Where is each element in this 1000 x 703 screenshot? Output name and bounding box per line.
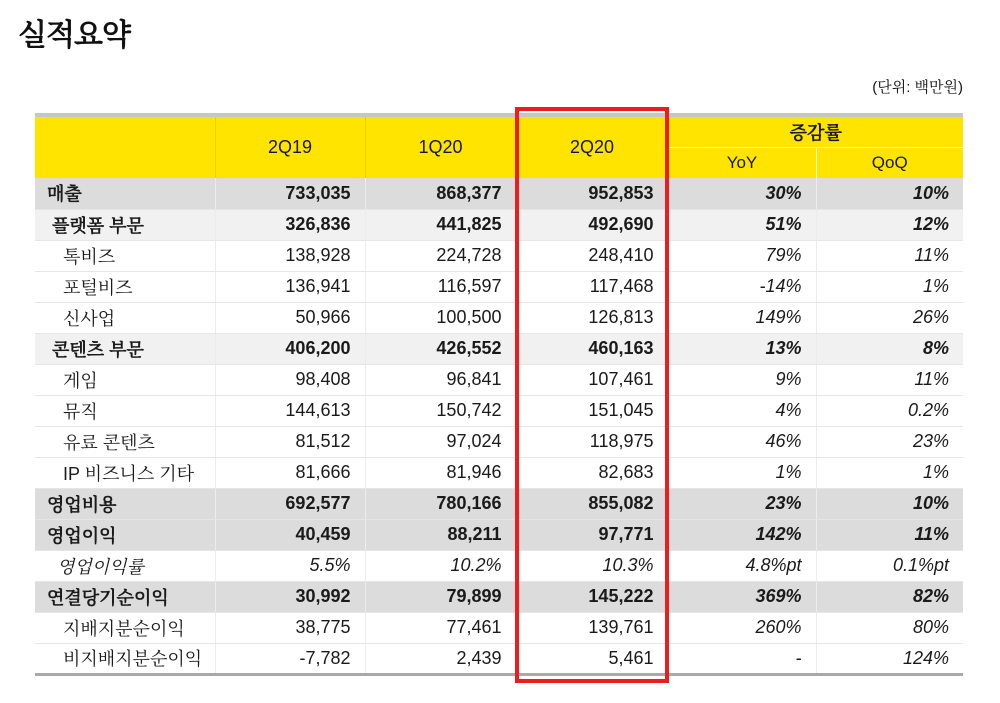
header-qoq: QoQ bbox=[816, 147, 963, 178]
cell-1q20: 441,825 bbox=[365, 209, 516, 240]
cell-2q19: 50,966 bbox=[215, 302, 365, 333]
cell-yoy: 46% bbox=[668, 426, 816, 457]
cell-2q19: 733,035 bbox=[215, 178, 365, 209]
cell-yoy: 13% bbox=[668, 333, 816, 364]
cell-2q19: 81,512 bbox=[215, 426, 365, 457]
row-label: 뮤직 bbox=[35, 395, 215, 426]
table-row bbox=[35, 581, 963, 612]
cell-1q20: 97,024 bbox=[365, 426, 516, 457]
cell-qoq: 124% bbox=[816, 643, 963, 674]
cell-2q20: 151,045 bbox=[516, 395, 668, 426]
cell-2q20: 145,222 bbox=[516, 581, 668, 612]
cell-2q19: 5.5% bbox=[215, 550, 365, 581]
cell-yoy: 149% bbox=[668, 302, 816, 333]
cell-qoq: 80% bbox=[816, 612, 963, 643]
header-change-group: 증감률 bbox=[668, 115, 963, 147]
cell-2q20: 855,082 bbox=[516, 488, 668, 519]
cell-2q19: 144,613 bbox=[215, 395, 365, 426]
cell-yoy: - bbox=[668, 643, 816, 674]
cell-yoy: 4.8%pt bbox=[668, 550, 816, 581]
cell-2q20: 82,683 bbox=[516, 457, 668, 488]
cell-qoq: 11% bbox=[816, 240, 963, 271]
row-label: 플랫폼 부문 bbox=[35, 209, 215, 240]
cell-yoy: 1% bbox=[668, 457, 816, 488]
cell-yoy: 23% bbox=[668, 488, 816, 519]
cell-yoy: 9% bbox=[668, 364, 816, 395]
cell-2q19: 326,836 bbox=[215, 209, 365, 240]
row-label: IP 비즈니스 기타 bbox=[35, 457, 215, 488]
cell-2q20: 126,813 bbox=[516, 302, 668, 333]
cell-yoy: 4% bbox=[668, 395, 816, 426]
cell-2q20: 10.3% bbox=[516, 550, 668, 581]
cell-2q19: 692,577 bbox=[215, 488, 365, 519]
cell-yoy: 51% bbox=[668, 209, 816, 240]
cell-qoq: 12% bbox=[816, 209, 963, 240]
cell-2q20: 118,975 bbox=[516, 426, 668, 457]
cell-yoy: 142% bbox=[668, 519, 816, 550]
cell-yoy: -14% bbox=[668, 271, 816, 302]
row-label: 지배지분순이익 bbox=[35, 612, 215, 643]
table-row bbox=[35, 550, 963, 581]
table-row bbox=[35, 643, 963, 674]
table-row bbox=[35, 519, 963, 550]
cell-1q20: 116,597 bbox=[365, 271, 516, 302]
cell-qoq: 23% bbox=[816, 426, 963, 457]
table-body bbox=[35, 178, 963, 674]
cell-1q20: 100,500 bbox=[365, 302, 516, 333]
row-label: 연결당기순이익 bbox=[35, 581, 215, 612]
cell-2q20: 107,461 bbox=[516, 364, 668, 395]
row-label: 영업이익 bbox=[35, 519, 215, 550]
cell-1q20: 88,211 bbox=[365, 519, 516, 550]
header-2q20: 2Q20 bbox=[516, 115, 668, 178]
cell-1q20: 10.2% bbox=[365, 550, 516, 581]
cell-qoq: 8% bbox=[816, 333, 963, 364]
table-row bbox=[35, 209, 963, 240]
row-label: 톡비즈 bbox=[35, 240, 215, 271]
cell-2q19: 40,459 bbox=[215, 519, 365, 550]
header-2q19: 2Q19 bbox=[215, 115, 365, 178]
cell-2q20: 139,761 bbox=[516, 612, 668, 643]
table-header bbox=[35, 115, 963, 178]
row-label: 비지배지분순이익 bbox=[35, 643, 215, 674]
performance-table bbox=[35, 113, 963, 676]
header-yoy: YoY bbox=[668, 147, 816, 178]
table-row bbox=[35, 240, 963, 271]
cell-qoq: 0.2% bbox=[816, 395, 963, 426]
cell-2q20: 952,853 bbox=[516, 178, 668, 209]
row-label: 유료 콘텐츠 bbox=[35, 426, 215, 457]
cell-1q20: 2,439 bbox=[365, 643, 516, 674]
row-label: 영업이익률 bbox=[35, 550, 215, 581]
performance-table-wrapper bbox=[35, 113, 963, 676]
cell-2q19: 406,200 bbox=[215, 333, 365, 364]
cell-1q20: 79,899 bbox=[365, 581, 516, 612]
table-row bbox=[35, 178, 963, 209]
cell-2q20: 248,410 bbox=[516, 240, 668, 271]
table-row bbox=[35, 333, 963, 364]
cell-qoq: 0.1%pt bbox=[816, 550, 963, 581]
cell-2q20: 460,163 bbox=[516, 333, 668, 364]
cell-qoq: 1% bbox=[816, 457, 963, 488]
table-row bbox=[35, 426, 963, 457]
cell-qoq: 11% bbox=[816, 364, 963, 395]
cell-2q19: 38,775 bbox=[215, 612, 365, 643]
table-row bbox=[35, 488, 963, 519]
row-label: 콘텐츠 부문 bbox=[35, 333, 215, 364]
row-label: 영업비용 bbox=[35, 488, 215, 519]
cell-qoq: 10% bbox=[816, 488, 963, 519]
cell-2q19: -7,782 bbox=[215, 643, 365, 674]
header-1q20: 1Q20 bbox=[365, 115, 516, 178]
cell-qoq: 26% bbox=[816, 302, 963, 333]
cell-yoy: 260% bbox=[668, 612, 816, 643]
header-label-cell bbox=[35, 115, 215, 178]
cell-2q20: 97,771 bbox=[516, 519, 668, 550]
cell-1q20: 77,461 bbox=[365, 612, 516, 643]
cell-qoq: 1% bbox=[816, 271, 963, 302]
cell-1q20: 81,946 bbox=[365, 457, 516, 488]
table-row bbox=[35, 271, 963, 302]
cell-qoq: 10% bbox=[816, 178, 963, 209]
table-row bbox=[35, 364, 963, 395]
cell-1q20: 150,742 bbox=[365, 395, 516, 426]
row-label: 포털비즈 bbox=[35, 271, 215, 302]
cell-2q19: 81,666 bbox=[215, 457, 365, 488]
cell-qoq: 82% bbox=[816, 581, 963, 612]
row-label: 매출 bbox=[35, 178, 215, 209]
cell-qoq: 11% bbox=[816, 519, 963, 550]
table-row bbox=[35, 395, 963, 426]
page-title: 실적요약 bbox=[18, 19, 130, 52]
table-row bbox=[35, 612, 963, 643]
cell-2q19: 98,408 bbox=[215, 364, 365, 395]
cell-2q19: 30,992 bbox=[215, 581, 365, 612]
cell-1q20: 780,166 bbox=[365, 488, 516, 519]
cell-yoy: 79% bbox=[668, 240, 816, 271]
cell-2q20: 117,468 bbox=[516, 271, 668, 302]
unit-note: (단위: 백만원) bbox=[872, 79, 963, 96]
cell-yoy: 30% bbox=[668, 178, 816, 209]
cell-2q19: 136,941 bbox=[215, 271, 365, 302]
cell-2q20: 5,461 bbox=[516, 643, 668, 674]
cell-1q20: 868,377 bbox=[365, 178, 516, 209]
cell-2q19: 138,928 bbox=[215, 240, 365, 271]
row-label: 게임 bbox=[35, 364, 215, 395]
cell-2q20: 492,690 bbox=[516, 209, 668, 240]
table-row bbox=[35, 457, 963, 488]
cell-1q20: 224,728 bbox=[365, 240, 516, 271]
cell-1q20: 96,841 bbox=[365, 364, 516, 395]
cell-yoy: 369% bbox=[668, 581, 816, 612]
table-row bbox=[35, 302, 963, 333]
cell-1q20: 426,552 bbox=[365, 333, 516, 364]
row-label: 신사업 bbox=[35, 302, 215, 333]
